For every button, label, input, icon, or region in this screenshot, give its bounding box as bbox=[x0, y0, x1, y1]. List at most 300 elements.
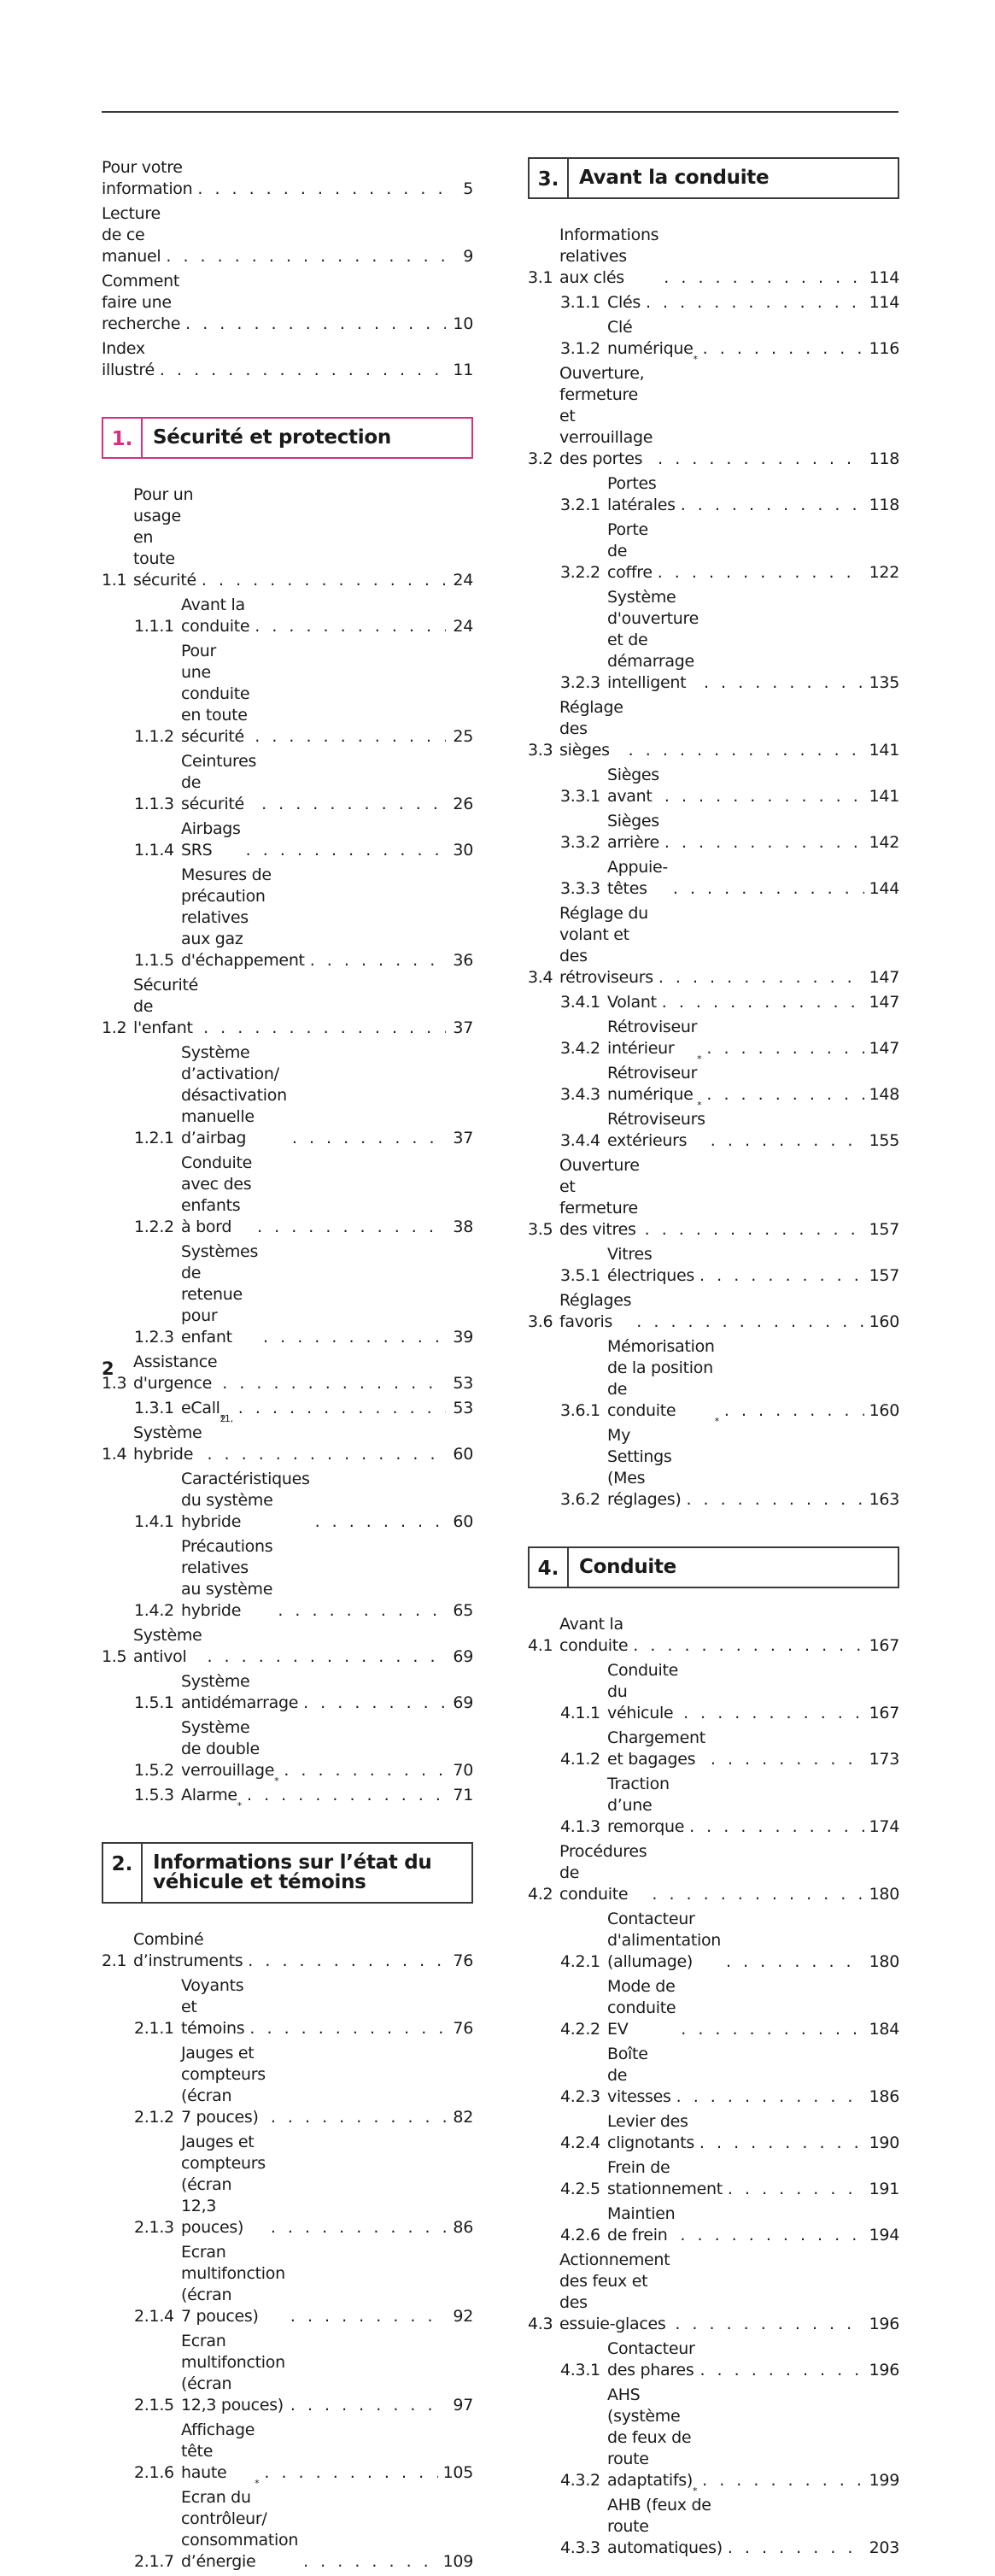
dot-leader bbox=[303, 1693, 446, 1714]
toc-entry-page: 135 bbox=[869, 673, 899, 692]
toc-entry-page: 30 bbox=[453, 841, 473, 860]
toc-entry-number: 1.1.2 bbox=[134, 727, 174, 746]
toc-entry[interactable] bbox=[102, 157, 473, 200]
toc-entry-title-wrap bbox=[181, 1042, 451, 1149]
toc-entry-title: Avant la conduite bbox=[559, 1615, 629, 1655]
toc-entry-title-wrap bbox=[559, 1155, 869, 1241]
toc-entry-title-wrap bbox=[607, 1109, 869, 1152]
toc-entry-page: 142 bbox=[869, 833, 899, 852]
toc-entry-title: Voyants et témoins bbox=[181, 1976, 245, 2038]
toc-entry-number: 3.2.1 bbox=[560, 496, 600, 514]
toc-entry[interactable] bbox=[528, 2044, 899, 2108]
toc-entry-title-wrap bbox=[607, 1244, 869, 1287]
toc-entry[interactable] bbox=[102, 2420, 473, 2489]
dot-leader bbox=[248, 1951, 446, 1972]
toc-entry-page: 167 bbox=[869, 1636, 899, 1655]
left-column bbox=[102, 157, 473, 2576]
toc-entry-page: 160 bbox=[869, 1312, 899, 1331]
toc-entry[interactable] bbox=[102, 1153, 473, 1238]
dot-leader bbox=[681, 2019, 863, 2040]
toc-entry-title: Procédures de conduite bbox=[559, 1842, 647, 1904]
toc-entry[interactable] bbox=[528, 1109, 899, 1152]
section-2-entries bbox=[102, 1929, 473, 2573]
toc-entry-number: 4.2.2 bbox=[560, 2020, 600, 2039]
dot-leader bbox=[207, 1444, 446, 1465]
toc-entry-title-wrap bbox=[607, 2044, 869, 2108]
toc-entry[interactable] bbox=[102, 2487, 473, 2573]
toc-entry-title: Levier des clignotants bbox=[607, 2112, 694, 2152]
toc-entry-title: Rétroviseur intérieur bbox=[607, 1018, 698, 1058]
toc-entry[interactable] bbox=[528, 903, 899, 989]
toc-entry-title-wrap bbox=[559, 2250, 869, 2335]
toc-entry-title: Ecran multifonction (écran 7 pouces) bbox=[181, 2243, 285, 2326]
toc-entry-title-wrap bbox=[559, 697, 869, 761]
toc-entry-number: 3.4.1 bbox=[560, 993, 600, 1012]
dot-leader bbox=[246, 840, 446, 861]
toc-entry-number: 1.2.3 bbox=[134, 1328, 174, 1347]
toc-entry[interactable] bbox=[528, 2203, 899, 2246]
toc-entry-number: 4.1 bbox=[528, 1636, 553, 1655]
toc-entry[interactable] bbox=[528, 1614, 899, 1657]
toc-entry-page: 167 bbox=[869, 1704, 899, 1722]
toc-entry-title: Système hybride bbox=[133, 1423, 202, 1464]
toc-entry[interactable] bbox=[102, 819, 473, 861]
toc-entry[interactable] bbox=[528, 292, 899, 314]
toc-entry-number: 3.6 bbox=[528, 1312, 553, 1331]
toc-entry-title-wrap bbox=[607, 2157, 869, 2200]
toc-entry-number: 1.3.1 bbox=[134, 1399, 174, 1417]
toc-entry-title-wrap: AHS (système de feux de route adaptatifs) * . . . bbox=[607, 2385, 869, 2491]
toc-entry[interactable] bbox=[528, 857, 899, 900]
toc-entry[interactable] bbox=[528, 697, 899, 761]
toc-entry-page: 180 bbox=[869, 1952, 899, 1971]
toc-entry-title-wrap bbox=[102, 157, 451, 200]
toc-entry[interactable] bbox=[102, 2242, 473, 2327]
toc-entry[interactable] bbox=[102, 271, 473, 335]
dot-leader bbox=[704, 672, 864, 694]
toc-entry-title-wrap bbox=[607, 1660, 869, 1724]
toc-entry[interactable] bbox=[528, 2338, 899, 2381]
toc-entry-number: 4.3.2 bbox=[560, 2471, 600, 2490]
toc-entry[interactable] bbox=[102, 1241, 473, 1348]
toc-entry-page: 184 bbox=[869, 2020, 899, 2039]
dot-leader bbox=[702, 2470, 863, 2491]
dot-leader bbox=[728, 2179, 864, 2200]
toc-entry-title: Frein de stationnement bbox=[607, 2158, 723, 2198]
section-title: Conduite bbox=[579, 1556, 676, 1578]
toc-entry-title-wrap bbox=[607, 1425, 869, 1511]
toc-entry-number: 1.5 bbox=[102, 1647, 127, 1666]
toc-entry-page: 147 bbox=[869, 1039, 899, 1058]
toc-entry-page: 203 bbox=[869, 2538, 899, 2557]
toc-entry-number: 2.1.2 bbox=[134, 2108, 174, 2127]
toc-entry-title: Affichage tête haute bbox=[181, 2421, 255, 2482]
toc-entry-number: 3.6.1 bbox=[560, 1401, 600, 1420]
toc-entry-title: Combiné d’instruments bbox=[133, 1930, 243, 1970]
toc-entry-page: 53 bbox=[453, 1399, 473, 1417]
toc-entry-page: 116 bbox=[869, 339, 899, 358]
toc-entry[interactable] bbox=[102, 1469, 473, 1533]
toc-entry-page: 191 bbox=[869, 2180, 899, 2198]
toc-entry-number: 2.1.1 bbox=[134, 2019, 174, 2038]
toc-entry-number: 1.1.1 bbox=[134, 617, 174, 636]
toc-entry-title-wrap bbox=[559, 1841, 869, 1905]
toc-entry-number: 2.1.5 bbox=[134, 2396, 174, 2415]
toc-entry-number: 3.5 bbox=[528, 1220, 553, 1239]
toc-entry-number: 3.6.2 bbox=[560, 1490, 600, 1509]
header-rule bbox=[102, 111, 898, 113]
dot-leader bbox=[699, 1265, 864, 1287]
toc-entry-page: 155 bbox=[869, 1131, 899, 1150]
dot-leader bbox=[303, 2551, 438, 2573]
dot-leader bbox=[629, 740, 864, 761]
toc-entry[interactable] bbox=[528, 1244, 899, 1287]
toc-entry-title-wrap bbox=[102, 338, 451, 381]
dot-leader bbox=[238, 1398, 446, 1419]
toc-entry-title-wrap bbox=[559, 903, 869, 989]
toc-entry-title-wrap bbox=[181, 2132, 451, 2239]
dot-leader bbox=[310, 950, 446, 971]
dot-leader bbox=[257, 1217, 446, 1238]
toc-entry-number: 3.2.3 bbox=[560, 673, 600, 692]
toc-entry-title-wrap bbox=[607, 765, 869, 807]
toc-entry[interactable] bbox=[102, 1042, 473, 1149]
dot-leader bbox=[686, 1489, 863, 1511]
toc-entry-number: 2.1 bbox=[102, 1951, 127, 1970]
dot-leader bbox=[278, 1600, 446, 1622]
toc-entry-title: Traction d’une remorque bbox=[607, 1775, 685, 1836]
toc-entry-page: 114 bbox=[869, 268, 899, 287]
toc-entry-page: 82 bbox=[453, 2108, 473, 2127]
toc-entry[interactable] bbox=[102, 1352, 473, 1394]
section-1-entries bbox=[102, 484, 473, 1811]
toc-entry-title: Conduite du véhicule bbox=[607, 1661, 679, 1722]
toc-entry-title: Porte de coffre bbox=[607, 520, 653, 582]
toc-entry-number: 3.4 bbox=[528, 968, 553, 987]
toc-entry-page: 157 bbox=[869, 1266, 899, 1285]
toc-entry-title: Clé numérique bbox=[607, 318, 694, 358]
toc-entry-title-wrap: Rétroviseur numérique * . . . bbox=[607, 1063, 869, 1106]
toc-entry-number: 3.2.2 bbox=[560, 563, 600, 582]
toc-entry-number: 4.2.4 bbox=[560, 2133, 600, 2152]
toc-entry-number: 4.2.1 bbox=[560, 1952, 600, 1971]
toc-entry-title-wrap bbox=[559, 225, 869, 289]
toc-entry[interactable] bbox=[102, 2043, 473, 2128]
toc-entry-title-wrap bbox=[607, 1774, 869, 1838]
toc-entry-title-wrap bbox=[181, 641, 451, 748]
toc-entry[interactable] bbox=[528, 2157, 899, 2200]
toc-entry-title: Système d'ouverture et de démarrage intelligent bbox=[607, 588, 699, 692]
toc-entry[interactable] bbox=[528, 2250, 899, 2335]
toc-entry-page: 122 bbox=[869, 563, 899, 582]
toc-entry[interactable] bbox=[102, 1785, 473, 1811]
toc-entry[interactable] bbox=[102, 1625, 473, 1668]
toc-entry-number: 3.1.2 bbox=[560, 339, 600, 358]
toc-entry-title-wrap bbox=[181, 1153, 451, 1238]
toc-entry[interactable] bbox=[528, 1425, 899, 1511]
toc-entry-number: 2.1.7 bbox=[134, 2552, 174, 2571]
toc-entry-number: 1.2.2 bbox=[134, 1218, 174, 1236]
toc-entry-page: 53 bbox=[453, 1374, 473, 1393]
toc-entry-page: 147 bbox=[869, 968, 899, 987]
toc-entry-page: 147 bbox=[869, 993, 899, 1012]
toc-entry[interactable] bbox=[528, 363, 899, 470]
toc-entry[interactable] bbox=[102, 1717, 473, 1787]
toc-entry[interactable] bbox=[102, 1671, 473, 1714]
dot-leader bbox=[203, 1018, 446, 1039]
toc-entry-number: 3.5.1 bbox=[560, 1266, 600, 1285]
toc-entry[interactable] bbox=[102, 1975, 473, 2039]
dot-leader bbox=[673, 878, 864, 900]
toc-entry-page: 65 bbox=[453, 1601, 473, 1620]
toc-entry-title-wrap bbox=[607, 587, 869, 694]
toc-entry-title: Mémorisation de la position de conduite bbox=[607, 1337, 715, 1420]
dot-leader bbox=[255, 726, 446, 748]
toc-entry-number: 3.4.3 bbox=[560, 1085, 600, 1104]
section-title: Avant la conduite bbox=[579, 167, 770, 189]
toc-entry-title: Réglages favoris bbox=[559, 1291, 632, 1331]
toc-entry[interactable] bbox=[102, 641, 473, 748]
toc-entry-title: Mode de conduite EV bbox=[607, 1977, 676, 2039]
toc-entry-number: 4.1.1 bbox=[560, 1704, 600, 1722]
toc-entry-title: Actionnement des feux et des essuie-glaces bbox=[559, 2250, 670, 2333]
toc-entry-title-wrap bbox=[181, 595, 451, 637]
toc-entry-page: 69 bbox=[453, 1647, 473, 1666]
dot-leader bbox=[249, 2018, 446, 2039]
dot-leader bbox=[261, 794, 446, 815]
toc-entry[interactable] bbox=[102, 975, 473, 1039]
toc-entry-title: Système antivol bbox=[133, 1626, 202, 1666]
dot-leader bbox=[207, 1646, 446, 1668]
toc-entry[interactable] bbox=[528, 1728, 899, 1770]
toc-entry[interactable] bbox=[528, 1290, 899, 1333]
toc-entry-title: Boîte de vitesses bbox=[607, 2045, 671, 2106]
dot-leader bbox=[683, 1703, 864, 1724]
toc-entry[interactable] bbox=[528, 317, 899, 365]
dot-leader bbox=[271, 2217, 446, 2239]
toc-entry-title: Systèmes de retenue pour enfant bbox=[181, 1242, 259, 1347]
toc-entry[interactable] bbox=[102, 203, 473, 267]
toc-entry-title: Informations relatives aux clés bbox=[559, 226, 659, 287]
toc-entry-page: 105 bbox=[442, 2463, 473, 2482]
toc-entry-page: 86 bbox=[453, 2218, 473, 2237]
toc-entry[interactable] bbox=[528, 765, 899, 807]
toc-entry-page: 173 bbox=[869, 1750, 899, 1769]
section-title: Informations sur l’état du véhicule et témoins bbox=[153, 1851, 432, 1893]
dot-leader bbox=[658, 449, 864, 470]
toc-entry[interactable] bbox=[102, 1423, 473, 1465]
toc-entry[interactable] bbox=[102, 751, 473, 815]
toc-entry[interactable] bbox=[528, 1841, 899, 1905]
toc-entry-title: Réglage des sièges bbox=[559, 698, 623, 760]
toc-entry-number: 4.1.3 bbox=[560, 1817, 600, 1836]
toc-entry-number: 2.1.3 bbox=[134, 2218, 174, 2237]
toc-entry-page: 196 bbox=[869, 2361, 899, 2379]
toc-entry-title-wrap bbox=[102, 271, 451, 335]
toc-entry-title: Conduite avec des enfants à bord bbox=[181, 1153, 253, 1236]
dot-leader bbox=[202, 570, 446, 591]
toc-entry[interactable] bbox=[528, 1017, 899, 1065]
intro-list bbox=[102, 157, 473, 381]
toc-entry-page: 118 bbox=[869, 449, 899, 468]
toc-entry-title: Système antidémarrage bbox=[181, 1672, 299, 1712]
toc-entry-page: 194 bbox=[869, 2226, 899, 2244]
toc-entry-page: 24 bbox=[453, 571, 473, 590]
toc-entry-title-wrap bbox=[607, 292, 869, 314]
toc-entry-page: 174 bbox=[869, 1817, 899, 1836]
toc-entry-title: Ceintures de sécurité bbox=[181, 752, 257, 813]
dot-leader bbox=[728, 2538, 864, 2559]
toc-entry[interactable] bbox=[528, 587, 899, 694]
toc-entry-number: 1.5.2 bbox=[134, 1761, 174, 1780]
toc-entry-title: Rétroviseur numérique bbox=[607, 1064, 698, 1104]
toc-entry-number: 4.3.3 bbox=[560, 2538, 600, 2557]
toc-entry-title-wrap bbox=[181, 1469, 451, 1533]
toc-entry-number: 1.4.1 bbox=[134, 1512, 174, 1531]
toc-entry-page: 109 bbox=[442, 2552, 473, 2571]
toc-entry-title-wrap bbox=[102, 203, 451, 267]
toc-entry-page: 76 bbox=[453, 2019, 473, 2038]
toc-entry-title: Appuie-têtes bbox=[607, 858, 668, 898]
dot-leader bbox=[290, 2395, 446, 2416]
toc-entry-number: 3.3.1 bbox=[560, 787, 600, 806]
dot-leader bbox=[315, 1511, 446, 1533]
toc-entry-title-wrap bbox=[559, 1614, 869, 1657]
toc-entry-title-wrap bbox=[181, 1671, 451, 1714]
dot-leader bbox=[222, 1373, 446, 1394]
dot-leader bbox=[636, 1311, 863, 1333]
toc-entry[interactable] bbox=[102, 1398, 473, 1424]
toc-entry-page: 196 bbox=[869, 2315, 899, 2333]
toc-entry-title-wrap bbox=[133, 1625, 451, 1668]
toc-entry-page: 10 bbox=[453, 314, 473, 333]
toc-entry-title: Contacteur d'alimentation (allumage) bbox=[607, 1910, 722, 1971]
dot-leader bbox=[675, 2314, 863, 2335]
toc-entry-title-wrap bbox=[181, 2242, 451, 2327]
toc-entry[interactable] bbox=[528, 519, 899, 584]
toc-entry[interactable] bbox=[528, 1660, 899, 1724]
toc-entry-number: 4.1.2 bbox=[560, 1750, 600, 1769]
toc-entry-page: 37 bbox=[453, 1129, 473, 1147]
toc-entry[interactable] bbox=[528, 992, 899, 1013]
toc-entry-title-wrap: Rétroviseur intérieur * . . . bbox=[607, 1017, 869, 1059]
toc-entry-title-wrap: eCall *1, 2 . . . bbox=[181, 1398, 451, 1419]
toc-entry-title: Ouverture et fermeture des vitres bbox=[559, 1156, 640, 1239]
toc-entry-number: 1.5.3 bbox=[134, 1786, 174, 1804]
toc-entry[interactable] bbox=[528, 1909, 899, 1973]
toc-entry-title: My Settings (Mes réglages) bbox=[607, 1426, 682, 1509]
toc-entry-number: 3.3.2 bbox=[560, 833, 600, 852]
toc-entry-title-wrap bbox=[181, 751, 451, 815]
dot-leader bbox=[160, 360, 446, 381]
toc-entry-page: 157 bbox=[869, 1220, 899, 1239]
toc-entry-page: 70 bbox=[453, 1761, 473, 1780]
toc-entry-number: 1.5.1 bbox=[134, 1693, 174, 1712]
toc-entry[interactable] bbox=[102, 865, 473, 971]
toc-entry-page: 36 bbox=[453, 951, 473, 970]
toc-entry-title-wrap bbox=[181, 2487, 443, 2573]
dot-leader bbox=[645, 1219, 864, 1241]
toc-entry-title: Index illustré bbox=[102, 339, 155, 379]
dot-leader bbox=[264, 2462, 437, 2484]
toc-entry-title: AHS (système de feux de route adaptatifs) bbox=[607, 2385, 693, 2490]
toc-entry-title: Ecran multifonction (écran 12,3 pouces) bbox=[181, 2332, 285, 2415]
toc-entry-page: 9 bbox=[463, 247, 473, 266]
toc-entry-title: Portes latérales bbox=[607, 474, 676, 514]
toc-entry-number: 3.1.1 bbox=[560, 293, 600, 312]
toc-entry-title: Vitres électriques bbox=[607, 1245, 695, 1285]
page-number: 2 bbox=[102, 1358, 114, 1379]
toc-entry[interactable] bbox=[102, 1929, 473, 1972]
toc-entry-title-wrap: Affichage tête haute * . . . bbox=[181, 2420, 443, 2484]
dot-leader bbox=[185, 314, 446, 335]
toc-entry-title-wrap: Système de double verrouillage * . . . bbox=[181, 1717, 451, 1781]
dot-leader bbox=[263, 1327, 446, 1348]
toc-entry-title-wrap: Clé numérique * . . . bbox=[607, 317, 869, 360]
toc-entry-title-wrap bbox=[559, 1290, 869, 1333]
toc-entry[interactable] bbox=[528, 2385, 899, 2497]
dot-leader bbox=[689, 1816, 864, 1838]
toc-entry[interactable] bbox=[102, 595, 473, 637]
toc-entry-title: Chargement et bagages bbox=[607, 1728, 705, 1769]
toc-entry-number: 3.4.2 bbox=[560, 1039, 600, 1058]
toc-entry-number: 3.3.3 bbox=[560, 879, 600, 898]
toc-entry[interactable] bbox=[528, 1063, 899, 1111]
toc-entry[interactable] bbox=[102, 338, 473, 381]
toc-entry[interactable] bbox=[102, 484, 473, 591]
toc-entry-title: Réglage du volant et des rétroviseurs bbox=[559, 904, 653, 987]
dot-leader bbox=[676, 2086, 864, 2108]
toc-entry-title-wrap bbox=[181, 1975, 451, 2039]
toc-entry-page: 39 bbox=[453, 1328, 473, 1347]
toc-entry[interactable] bbox=[102, 2132, 473, 2239]
toc-entry-page: 141 bbox=[869, 741, 899, 760]
toc-entry-title: Pour un usage en toute sécurité bbox=[133, 485, 196, 590]
dot-leader bbox=[724, 1400, 864, 1422]
toc-entry-title: Caractéristiques du système hybride bbox=[181, 1470, 310, 1531]
dot-leader bbox=[699, 2133, 864, 2154]
toc-entry-number: 1.4.2 bbox=[134, 1601, 174, 1620]
dot-leader bbox=[247, 1785, 446, 1806]
toc-entry-title-wrap bbox=[607, 811, 869, 854]
dot-leader bbox=[703, 338, 864, 360]
toc-entry[interactable] bbox=[528, 2111, 899, 2154]
toc-entry[interactable] bbox=[528, 473, 899, 516]
toc-entry-title: Pour une conduite en toute sécurité bbox=[181, 642, 250, 746]
toc-entry[interactable] bbox=[528, 2495, 899, 2559]
toc-entry[interactable] bbox=[528, 1976, 899, 2040]
section-3-header bbox=[528, 157, 899, 199]
toc-entry[interactable] bbox=[102, 1536, 473, 1622]
dot-leader bbox=[271, 2107, 446, 2128]
toc-entry-number: 2.1.6 bbox=[134, 2463, 174, 2482]
toc-entry[interactable] bbox=[528, 1155, 899, 1241]
toc-entry-title: Alarme bbox=[181, 1786, 237, 1804]
toc-entry-page: 60 bbox=[453, 1445, 473, 1464]
toc-entry-title: Volant bbox=[607, 993, 657, 1012]
toc-entry[interactable] bbox=[528, 811, 899, 854]
toc-entry[interactable] bbox=[528, 225, 899, 289]
toc-entry-title: Système d’activation/ désactivation manuelle d’airbag bbox=[181, 1043, 287, 1147]
toc-entry[interactable] bbox=[528, 1774, 899, 1838]
toc-entry-number: 1.3 bbox=[102, 1374, 127, 1393]
toc-entry[interactable] bbox=[102, 2331, 473, 2416]
toc-entry-title: Jauges et compteurs (écran 7 pouces) bbox=[181, 2044, 266, 2127]
section-4-entries bbox=[528, 1614, 899, 2559]
toc-entry[interactable] bbox=[528, 1336, 899, 1427]
toc-entry-number: 4.3 bbox=[528, 2315, 553, 2333]
dot-leader bbox=[284, 1760, 446, 1781]
